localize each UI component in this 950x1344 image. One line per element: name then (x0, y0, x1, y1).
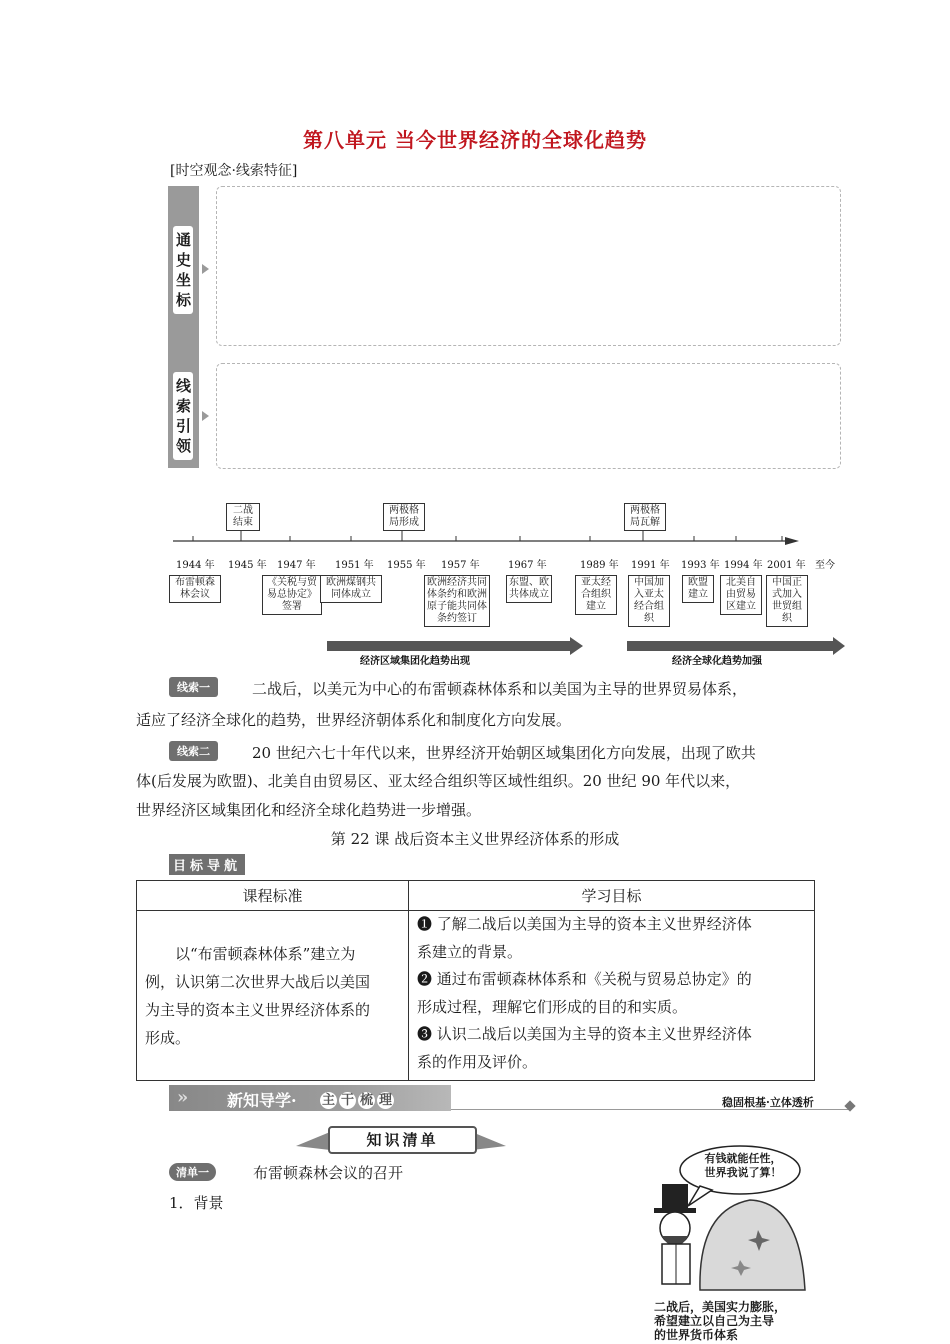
goal-text: 形成过程，理解它们形成的目的和实质。 (417, 997, 688, 1016)
clue-text: 世界经济区域集团化和经济全球化趋势进一步增强。 (136, 801, 482, 819)
standard-line: 以“布雷顿森林体系”建立为 (175, 944, 356, 963)
arrow-right-icon (202, 411, 209, 421)
year-label: 1951 年 (335, 560, 374, 571)
side-tab-bar (168, 186, 199, 468)
goal-text: 通过布雷顿森林体系和《关税与贸易总协定》的 (436, 970, 752, 988)
timeline-arrowhead (785, 537, 799, 545)
year-label: 1947 年 (277, 560, 316, 571)
bubble-line: 世界我说了算！ (704, 1166, 782, 1179)
clue-box (216, 363, 841, 469)
banner-chars (319, 1089, 395, 1109)
trend-label-left: 经济区域集团化趋势出现 (360, 656, 470, 667)
year-label: 1967 年 (508, 560, 547, 571)
tab-tongshi-zuobiao (173, 226, 193, 314)
clue-tag: 线索二 (169, 741, 218, 761)
goal-nav-label: 目标导航 (169, 854, 245, 875)
goal-text: 认识二战后以美国为主导的资本主义世界经济体 (436, 1025, 752, 1043)
section-subtitle: [时空观念·线索特征] (170, 163, 298, 179)
goal-item (417, 911, 806, 939)
table-header: 课程标准 (137, 881, 409, 911)
unit-title: 第八单元 当今世界经济的全球化趋势 (303, 128, 647, 152)
event-box-bottom: 欧洲经济共同体条约和欧洲原子能共同体条约签订 (424, 575, 490, 627)
tab-label: 通史坐标 (176, 231, 192, 309)
list-badge: 清单一 (169, 1163, 216, 1181)
learning-goals-cell (409, 911, 815, 1081)
year-label: 1944 年 (176, 560, 215, 571)
event-box-bottom: 东盟、欧共体成立 (506, 575, 552, 603)
year-label: 1955 年 (387, 560, 426, 571)
caption-line: 希望建立以自己为主导 (654, 1314, 775, 1328)
cartoon-caption (654, 1300, 786, 1342)
event-box-bottom: 中国正式加入世贸组织 (766, 575, 808, 627)
coordinate-box (216, 186, 841, 346)
knowledge-list-heading: 知识清单 (328, 1126, 477, 1154)
arrow-right-icon (202, 264, 209, 274)
standard-line: 形成。 (145, 1028, 191, 1047)
clue-text: 体(后发展为欧盟)、北美自由贸易区、亚太经合组织等区域性组织。20 世纪 90 年代以来， (136, 772, 741, 790)
standard-line: 为主导的资本主义世界经济体系的 (145, 1000, 371, 1019)
goal-table (136, 880, 815, 1081)
clue-tag: 线索一 (169, 677, 218, 697)
table-header: 学习目标 (409, 881, 815, 911)
speech-bubble-text (703, 1152, 783, 1180)
year-label: 1993 年 (681, 560, 720, 571)
goal-text: 了解二战后以美国为主导的资本主义世界经济体 (436, 915, 752, 933)
year-label: 1957 年 (441, 560, 480, 571)
year-label: 1945 年 (228, 560, 267, 571)
event-box-bottom: 中国加入亚太经合组织 (628, 575, 670, 627)
event-box-top: 两极格局形成 (383, 503, 425, 531)
event-box-bottom: 亚太经合组织建立 (575, 575, 617, 615)
event-box-bottom: 北美自由贸易区建立 (720, 575, 762, 615)
banner-char: 梳 (359, 1093, 373, 1108)
year-label: 1991 年 (631, 560, 670, 571)
year-label: 至今 (815, 560, 835, 571)
year-label: 1994 年 (724, 560, 763, 571)
goal-number: ❷ (417, 970, 433, 988)
caption-line: 二战后，美国实力膨胀， (654, 1300, 787, 1314)
event-box-top: 两极格局瓦解 (624, 503, 666, 531)
goal-item (417, 1021, 806, 1049)
clue-text: 适应了经济全球化的趋势，世界经济朝体系化和制度化方向发展。 (136, 711, 572, 729)
goal-item (417, 966, 806, 994)
goal-text: 系的作用及评价。 (417, 1052, 538, 1071)
standard-line: 例，认识第二次世界大战后以美国 (145, 972, 371, 991)
banner-char: 理 (378, 1093, 392, 1108)
clue-text: 20 世纪六七十年代以来，世界经济开始朝区域集团化方向发展，出现了欧共 (252, 744, 756, 762)
top-hat (662, 1184, 688, 1210)
money-pile (700, 1200, 805, 1290)
section-banner (169, 1085, 451, 1111)
tab-label: 线索引领 (176, 377, 192, 455)
event-box-bottom: 欧洲煤钢共同体成立 (320, 575, 382, 603)
goal-number: ❶ (417, 915, 433, 933)
course-standard-cell (137, 911, 409, 1081)
goal-text: 系建立的背景。 (417, 942, 523, 961)
caption-line: 的世界货币体系 (654, 1328, 739, 1342)
item-background: 1．背景 (169, 1194, 224, 1212)
lesson-title: 第 22 课 战后资本主义世界经济体系的形成 (330, 830, 620, 848)
event-box-bottom: 布雷顿森林会议 (169, 575, 221, 603)
banner-char: 主 (321, 1093, 335, 1108)
banner-char: 干 (340, 1093, 354, 1108)
year-label: 1989 年 (580, 560, 619, 571)
list-title: 布雷顿森林会议的召开 (253, 1164, 404, 1182)
event-box-top: 二战结束 (226, 503, 260, 531)
double-chevron-icon: » (177, 1087, 189, 1108)
banner-prefix: 新知导学· (227, 1091, 297, 1110)
goal-number: ❸ (417, 1025, 433, 1043)
banner-right-text: 稳固根基·立体透析 (722, 1096, 814, 1109)
tab-xiansuo-yinling (173, 372, 193, 460)
bubble-line: 有钱就能任性， (704, 1152, 782, 1165)
year-label: 2001 年 (767, 560, 806, 571)
event-box-bottom: 欧盟建立 (682, 575, 714, 603)
trend-label-right: 经济全球化趋势加强 (672, 656, 762, 667)
event-box-bottom: 《关税与贸易总协定》签署 (262, 575, 322, 615)
clue-text: 二战后，以美元为中心的布雷顿森林体系和以美国为主导的世界贸易体系， (252, 680, 748, 698)
